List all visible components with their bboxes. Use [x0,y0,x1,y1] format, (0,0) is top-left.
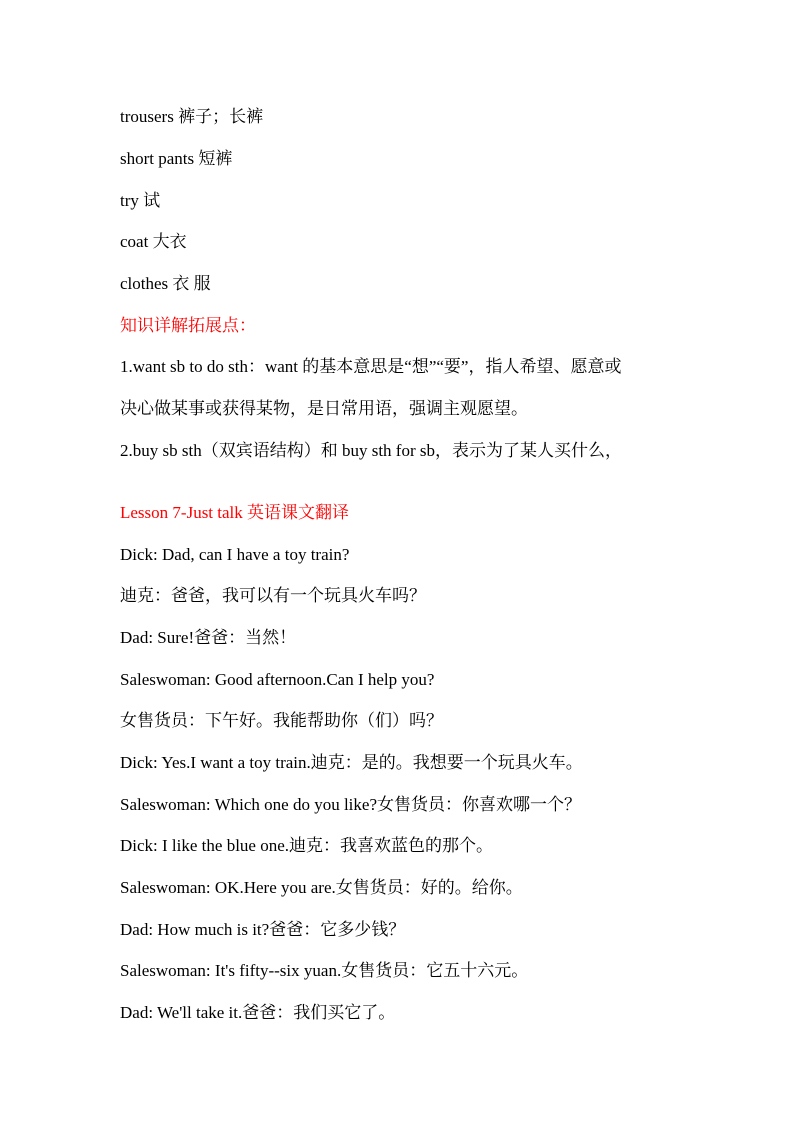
dialogue-line: Saleswoman: It's fifty--six yuan.女售货员：它五十六元。 [120,961,529,980]
vocab-line: coat 大衣 [120,232,187,251]
dialogue-line: Saleswoman: OK.Here you are.女售货员：好的。给你。 [120,878,523,897]
vocab-line: trousers 裤子；长裤 [120,107,264,126]
dialogue-line: 女售货员：下午好。我能帮助你（们）吗？ [120,711,443,730]
vocab-line: clothes 衣 服 [120,274,211,293]
knowledge-point-2: 2.buy sb sth（双宾语结构）和 buy sth for sb，表示为了某人买什么， [120,441,622,460]
dialogue-line: Dad: Sure!爸爸：当然！ [120,628,297,647]
dialogue-line: Dad: We'll take it.爸爸：我们买它了。 [120,1003,396,1022]
vocab-line: short pants 短裤 [120,149,233,168]
knowledge-point-1-continued: 决心做某事或获得某物，是日常用语，强调主观愿望。 [120,399,528,418]
dialogue-line: Saleswoman: Good afternoon.Can I help you? [120,670,435,689]
dialogue-line: Dick: I like the blue one.迪克：我喜欢蓝色的那个。 [120,836,494,855]
dialogue-line: 迪克：爸爸，我可以有一个玩具火车吗？ [120,586,426,605]
dialogue-line: Dick: Yes.I want a toy train.迪克：是的。我想要一个玩具火车。 [120,753,583,772]
dialogue-line: Dad: How much is it?爸爸：它多少钱？ [120,920,406,939]
dialogue-line: Saleswoman: Which one do you like?女售货员：你喜欢哪一个？ [120,795,581,814]
knowledge-heading: 知识详解拓展点： [120,316,256,335]
lesson-heading: Lesson 7-Just talk 英语课文翻译 [120,503,350,522]
dialogue-line: Dick: Dad, can I have a toy train? [120,545,350,564]
knowledge-point-1: 1.want sb to do sth：want 的基本意思是“想”“要”，指人希望、愿意或 [120,357,622,376]
vocab-line: try 试 [120,191,161,210]
